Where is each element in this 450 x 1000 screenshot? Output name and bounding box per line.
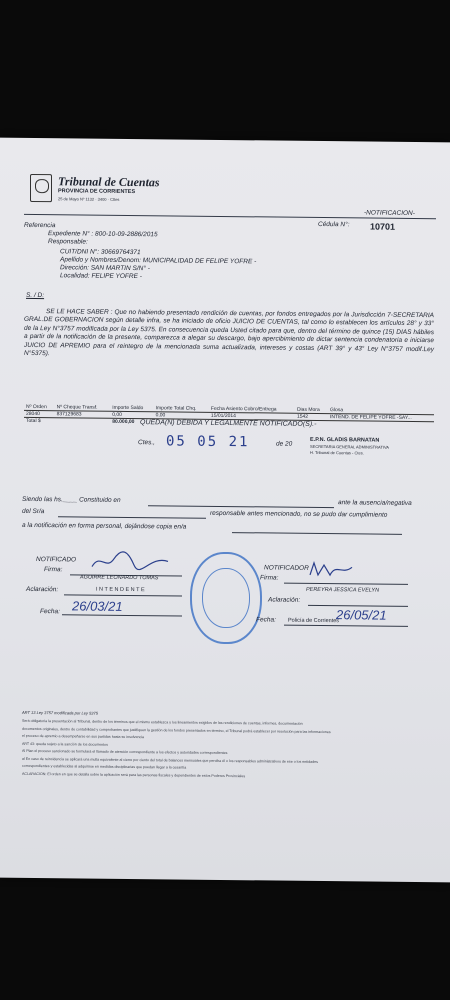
table-header: Dias Mora [296, 406, 320, 413]
notice-body: SE LE HACE SABER : Que no habiendo presentado rendición de cuentas, por fondos entregados por la Jurisdicción 7-SECRETARIA GRAL.DE GOBERNACION según detalle infra, se ha iniciado de oficio JUICIO DE CUENTAS, tal como lo establecen los artículos 28° y 33° de la Ley N°3757 modificada por la Ley 5375. En consecuencia queda Usted citado para que, dentro del término de quince (15) DIAS hábiles a partir de la notificación de la presente, comparezca a alegar su descargo, bajo apercibimiento de dictar sentencia condenatoria e iniciarse JUICIO DE APREMIO para el reintegro de la mencionada suma actualizada, intereses y costas (ART 39° y 43° Ley N°3757 modif.Ley N°5375). [24, 308, 434, 358]
table-cell: 0,00 [155, 412, 166, 419]
notified-label: NOTIFICADO [36, 556, 77, 564]
total-value: 80.000,00 [112, 418, 135, 426]
ctes-label: Ctes., [138, 439, 155, 447]
footer-line: ACLARACION: El orden en que se detalla sobre la aplicación será para las personas fiscales y dependientes de estos Poderes Provinciales [22, 771, 246, 778]
table-cell: 15/01/2014 [210, 412, 236, 420]
org-title: Tribunal de Cuentas [58, 174, 160, 190]
table-header: Nº Orden [26, 403, 47, 411]
stamp-line-1: E.P.N. GLADIS BARNATAN [310, 436, 380, 444]
footer-line: Al Plan el proceso sancionado se formulará el llamado de atención correspondiente a los efectos y autoridades correspondientes [22, 748, 228, 756]
footer-line: el proceso de apremio a desempeñarse en sus partidas hasta su insolvencia [22, 733, 145, 740]
table-header: Importe Saldo [112, 404, 144, 412]
table-header: Nº Cheque Transf. [56, 404, 98, 411]
responsable-label: Responsable: [48, 238, 88, 246]
left-aclaracion-label: Aclaración: [26, 585, 59, 594]
notifier-label: NOTIFICADOR [264, 564, 309, 572]
stamped-date: 05 05 21 [166, 433, 250, 451]
right-signature-icon [306, 557, 356, 582]
direccion: Dirección: SAN MARTIN S/N° - [60, 264, 150, 273]
left-firma-label: Firma: [44, 566, 63, 574]
responsable-name: Apellido y Nombres/Denom: MUNICIPALIDAD DE FELIPE YOFRE - [60, 256, 257, 266]
left-signature-icon [90, 549, 170, 574]
signature-line [284, 583, 408, 585]
right-aclaracion-label: Aclaración: [268, 596, 301, 604]
table-header: Glosa [330, 407, 344, 414]
table-cell: 0,00 [112, 411, 122, 418]
table-cell: 837129683 [56, 411, 82, 418]
signature-line [284, 625, 408, 627]
notified-title: QUEDA(N) DEBIDA Y LEGALMENTE NOTIFICADO(S).- [140, 419, 317, 428]
left-name: AGUIRRE LEONARDO TOMAS [80, 574, 159, 582]
footer-line: correspondientes y establecidas al adquirirse en medidas disciplinarias que puedan llegar a la cesantía [22, 763, 187, 770]
stamp-line-3: H. Tribunal de Cuentas - Ctes. [310, 449, 364, 456]
localidad: Localidad: FELIPE YOFRE - [60, 272, 142, 281]
notification-document [0, 138, 450, 883]
cedula-label: Cédula N°: [318, 220, 350, 229]
signature-line [64, 594, 182, 596]
right-firma-label: Firma: [260, 574, 279, 582]
delivery-line-1b: ante la ausencia/negativa [338, 499, 412, 507]
footer-line: documentos originales, dentro de contabilidad y comprobantes que justifiquen la gestión de los fondos presentados en término, el Tribunal podrá establecer por resolución para las informaciones [22, 726, 331, 734]
fill-line [148, 505, 334, 508]
cuit: CUIT/DNI N°: 30669764371 [60, 248, 141, 257]
total-label: Total $ [26, 417, 41, 425]
signature-line [62, 614, 182, 616]
de-20-label: de 20 [276, 440, 293, 448]
org-address: 25 de Mayo Nº 1132 · 3400 · Cttes [58, 196, 120, 202]
notice-label: -NOTIFICACION- [364, 209, 415, 217]
s-d-line: S. / D: [26, 291, 45, 300]
police-seal-icon [190, 552, 262, 645]
reference-label: Referencia [24, 221, 56, 230]
footer-line: ART 43: queda sujeto a la sanción de los documentos [22, 741, 108, 747]
footer-line: al En caso de reincidencia se aplicará una multa equivalente al cierre por ciento del total de balances mensuales que perciba él o los responsables administrativos de ese o los entidades [22, 756, 318, 764]
stamp-line-2: SECRETARIA GENERAL ADMINISTRATIVA [310, 443, 389, 450]
footer-line: Será obligatoria la presentación al Tribunal, dentro de los términos que el mismo establezca y los lineamientos exigidos de las rendiciones de cuentas, informes, documentación [22, 718, 303, 726]
delivery-line-3: a la notificación en forma personal, dejándose copia en/a [22, 521, 187, 531]
table-cell: INTEND. DE FELIPE YOFRE -SAY... [330, 414, 412, 421]
footer-legal-text [22, 718, 432, 782]
delivery-line-2a: del Sr/a [22, 507, 45, 516]
right-role: Policía de Corrientes [288, 617, 340, 625]
table-header: Importe Total Chq. [155, 405, 197, 412]
footer-reference: ART 13 Ley 3757 modificada por Ley 5375 [22, 709, 98, 716]
org-subtitle: PROVINCIA DE CORRIENTES [58, 188, 136, 196]
fill-line [232, 532, 402, 535]
cedula-number: 10701 [370, 221, 396, 232]
left-role: INTENDENTE [96, 586, 147, 594]
right-fecha-label: Fecha: [256, 616, 276, 624]
province-coat-of-arms-icon [30, 174, 52, 202]
fill-line [58, 516, 206, 519]
table-header: Fecha Asiento Cobro/Entrega [210, 405, 277, 413]
left-date: 26/03/21 [72, 598, 123, 614]
right-name: PEREYRA JESSICA EVELYN [306, 586, 380, 594]
table-cell: 1542 [296, 413, 309, 420]
table-cell: 28040 [26, 410, 40, 418]
delivery-line-1a: Siendo las hs.____ Constituido en [22, 495, 121, 504]
delivery-line-2b: responsable antes mencionado, no se pudo dar cumplimiento [210, 509, 388, 519]
left-fecha-label: Fecha: [40, 608, 60, 616]
expediente: Expediente N° : 800-10-09-2886/2015 [48, 230, 158, 239]
right-date: 26/05/21 [336, 607, 387, 623]
